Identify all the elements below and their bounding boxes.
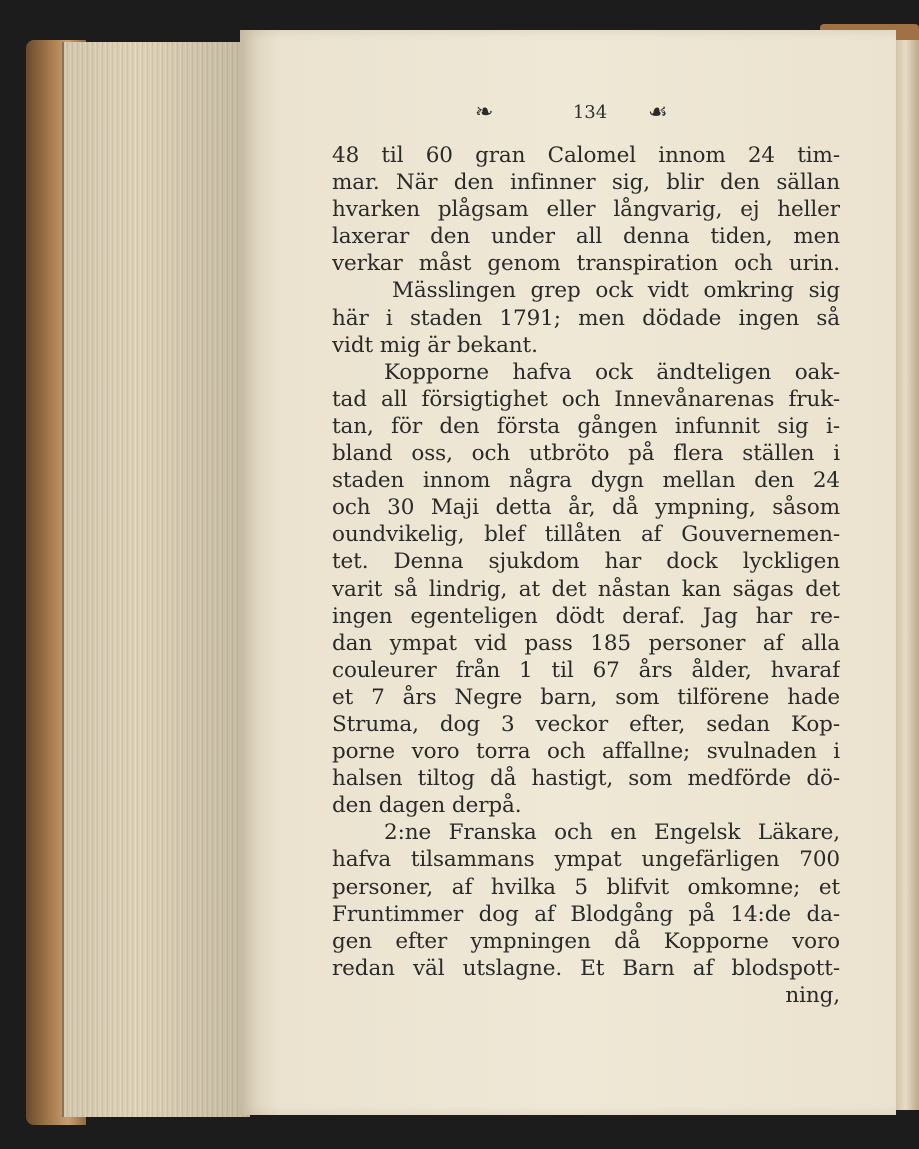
text-line: Mässlingen grep ock vidt omkring sig (392, 278, 840, 304)
text-line: Kopporne hafva ock ändteligen oak- (384, 359, 840, 385)
page-edges (62, 42, 250, 1117)
text-line: halsen tiltog då hastigt, som medförde dö- (332, 766, 840, 792)
ornament-left-icon: ❧ (475, 100, 494, 125)
text-line: dan ympat vid pass 185 personer af alla (332, 630, 840, 656)
text-line: Struma, dog 3 veckor efter, sedan Kop- (332, 711, 840, 737)
text-line: gen efter ympningen då Kopporne voro (332, 928, 840, 954)
text-line: 2:ne Franska och en Engelsk Läkare, (384, 820, 840, 846)
text-line: Fruntimmer dog af Blodgång på 14:de da- (332, 901, 840, 927)
book-page (240, 30, 896, 1115)
ornament-right-icon: ☙ (648, 100, 668, 125)
text-line: porne voro torra och affallne; svulnaden i (332, 739, 840, 765)
text-line: och 30 Maji detta år, då ympning, såsom (332, 495, 840, 521)
text-line: den dagen derpå. (332, 793, 522, 819)
text-line: här i staden 1791; men dödade ingen så (332, 305, 840, 331)
page-number: 134 (572, 102, 608, 123)
next-page-edge (892, 40, 919, 1110)
text-line: redan väl utslagne. Et Barn af blodspott- (332, 955, 840, 981)
text-line: bland oss, och utbröto på flera ställen i (332, 441, 840, 467)
text-line: vidt mig är bekant. (332, 332, 538, 358)
text-line: et 7 års Negre barn, som tilförene hade (332, 684, 840, 710)
text-line: hvarken plågsam eller långvarig, ej heller (332, 197, 840, 223)
text-line: personer, af hvilka 5 blifvit omkomne; et (332, 874, 840, 900)
text-line: verkar måst genom transpiration och urin. (332, 251, 840, 277)
page-header (240, 100, 896, 130)
text-line: tad all försigtighet och Innevånarenas fruk- (332, 386, 840, 412)
text-line: ning, (785, 982, 840, 1008)
text-line: varit så lindrig, at det nåstan kan sägas det (332, 576, 840, 602)
page-text (332, 142, 840, 1009)
text-line: tet. Denna sjukdom har dock lyckligen (332, 549, 840, 575)
text-line: 48 til 60 gran Calomel innom 24 tim- (332, 143, 840, 168)
text-line: ingen egenteligen dödt deraf. Jag har re- (332, 603, 840, 629)
text-line: hafva tilsammans ympat ungefärligen 700 (332, 847, 840, 873)
text-line: oundvikelig, blef tillåten af Gouvernemen- (332, 522, 840, 548)
text-line: couleurer från 1 til 67 års ålder, hvaraf (332, 657, 840, 683)
text-line: laxerar den under all denna tiden, men (332, 224, 840, 250)
text-line: mar. När den infinner sig, blir den sällan (332, 170, 840, 196)
text-line: staden innom några dygn mellan den 24 (332, 468, 840, 494)
text-line: tan, för den första gången infunnit sig i- (332, 413, 840, 439)
